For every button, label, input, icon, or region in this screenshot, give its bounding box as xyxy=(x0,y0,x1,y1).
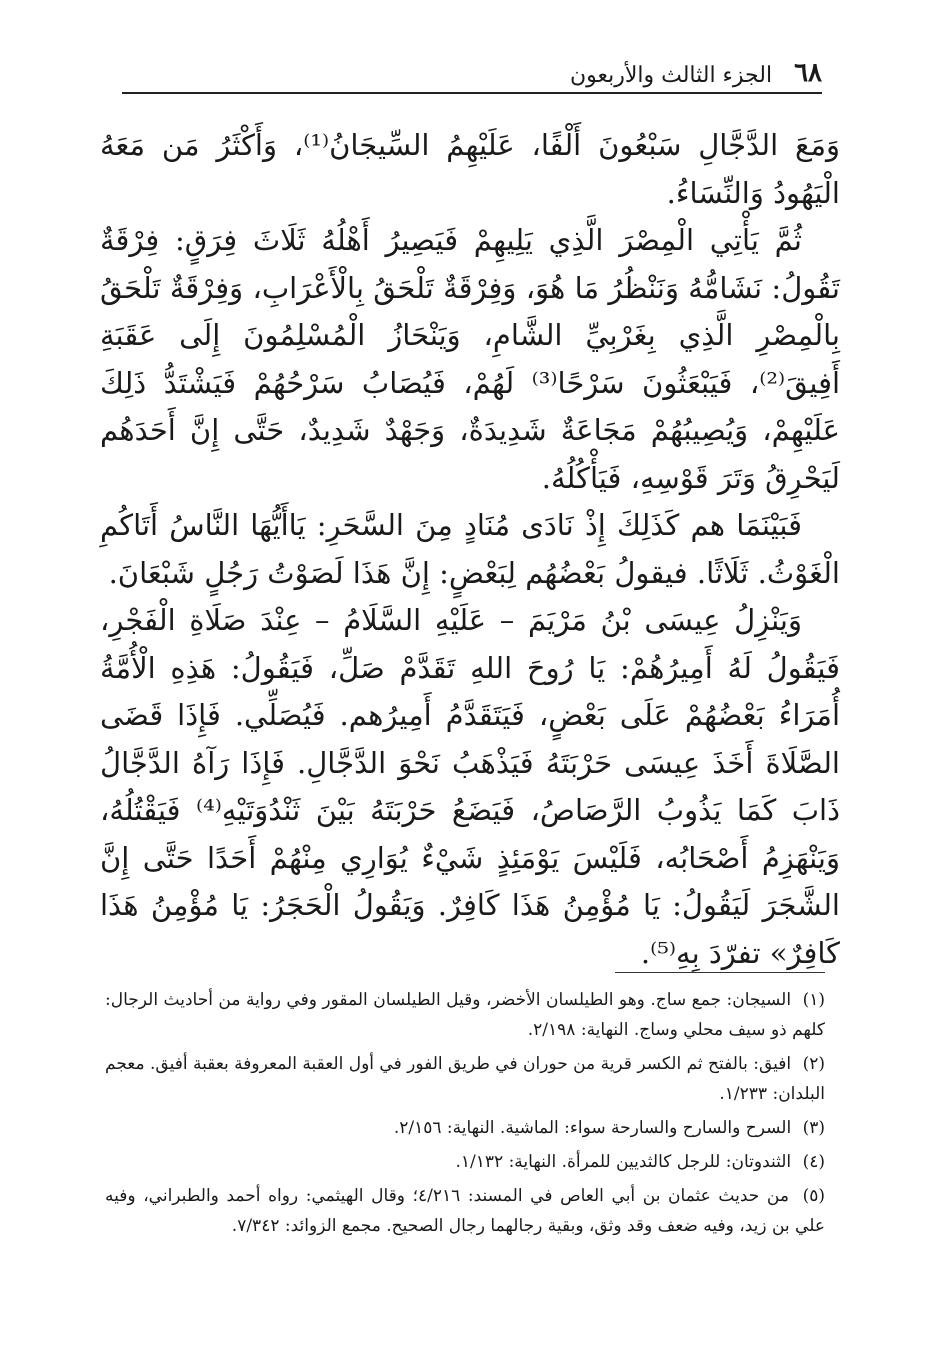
footnote-text: السرح والسارح والسارحة سواء: الماشية. النهاية: ٢/١٥٦. xyxy=(393,1118,792,1138)
footnote xyxy=(105,985,825,1045)
footnote-number: (٤) xyxy=(802,1152,825,1172)
footnote xyxy=(105,1049,825,1109)
footnotes xyxy=(105,985,825,1245)
running-header xyxy=(122,48,822,94)
part-title: الجزء الثالث والأربعون xyxy=(569,63,773,88)
paragraph: فَبَيْنَمَا هم كَذَلِكَ إِذْ نَادَى مُنَادٍ مِنَ السَّحَرِ: يَاأَيُّهَا النَّاسُ أَتَاكُمِ الْغَوْثُ. ثَلَاثًا. فيقولُ بَعْضُهُم لِبَعْضٍ: إِنَّ هَذَا لَصَوْتُ رَجُلٍ شَبْعَانَ. xyxy=(100,508,840,590)
footnote-number: (٢) xyxy=(802,1054,825,1074)
footnote xyxy=(105,1181,825,1241)
footnote-number: (٣) xyxy=(802,1118,825,1138)
page-number: ٦٨ xyxy=(794,58,822,88)
paragraph: وَيَنْزِلُ عِيسَى بْنُ مَرْيَمَ – عَلَيْهِ السَّلَامُ – عِنْدَ صَلَاةِ الْفَجْرِ، فَيَقُولُ لَهُ أَمِيرُهُمْ: يَا رُوحَ اللهِ تَقَدَّمْ صَلِّ، فَيَقُولُ: هَذِهِ الْأُمَّةُ أُمَرَاءُ بَعْضُهُمْ عَلَى بَعْضٍ، فَيَتَقَدَّمُ أَمِيرُهم. فَيُصَلِّي. فَإِذَا قَضَى الصَّلَاةَ أَخَذَ عِيسَى حَرْبَتَهُ فَيَذْهَبُ نَحْوَ الدَّجَّالِ. فَإِذَا رَآهُ الدَّجَّالُ ذَابَ كَمَا يَذُوبُ الرَّصَاصُ، فَيَضَعُ حَرْبَتَهُ بَيْنَ ثَنْدُوَتَيْهِ⁽⁴⁾ فَيَقْتُلُهُ، وَيَنْهَزِمُ أَصْحَابُه، فَلَيْسَ يَوْمَئِذٍ شَيْءٌ يُوَارِي مِنْهُمْ أَحَدًا حَتَّى إِنَّ الشَّجَرَ لَيَقُولُ: يَا مُؤْمِنُ هَذَا كَافِرٌ. وَيَقُولُ الْحَجَرُ: يَا مُؤْمِنُ هَذَا كَافِرٌ» تفرّدَ بِهِ⁽⁵⁾. xyxy=(100,603,841,970)
main-text xyxy=(100,122,840,977)
footnote-text: السيجان: جمع ساج. وهو الطيلسان الأخضر، وقيل الطيلسان المقور وفي رواية من أحاديث الرجال: كلهم ذو سيف محلي وساج. النهاية: ٢/١٩٨. xyxy=(105,990,825,1040)
paragraph: وَمَعَ الدَّجَّالِ سَبْعُونَ أَلْفًا، عَلَيْهِمُ السِّيجَانُ⁽¹⁾، وَأَكْثَرُ مَن مَعَهُ الْيَهُودُ وَالنِّسَاءُ. xyxy=(100,128,840,210)
footnote-text: الثندوتان: للرجل كالثديين للمرأة. النهاية: ١/١٣٢. xyxy=(455,1152,792,1172)
footnote-number: (١) xyxy=(802,990,826,1010)
paragraph: ثُمَّ يَأْتِي الْمِصْرَ الَّذِي يَلِيهِمْ فَيَصِيرُ أَهْلُهُ ثَلَاثَ فِرَقٍ: فِرْقَةٌ تَقُولُ: نَشَامُّهُ وَنَنْظُرُ مَا هُوَ، وَفِرْقَةٌ تَلْحَقُ بِالْأَعْرَابِ، وَفِرْقَةٌ تَلْحَقُ بِالْمِصْرِ الَّذِي بِغَرْبِيِّ الشَّامِ، وَيَنْحَازُ الْمُسْلِمُونَ إِلَى عَقَبَةِ أَفِيقَ⁽²⁾، فَيَبْعَثُونَ سَرْحًا⁽³⁾ لَهُمْ، فَيُصَابُ سَرْحُهُمْ فَيَشْتَدُّ ذَلِكَ عَلَيْهِمْ، وَيُصِيبُهُمْ مَجَاعَةٌ شَدِيدَةٌ، وَجَهْدٌ شَدِيدٌ، حَتَّى إِنَّ أَحَدَهُم لَيَحْرِقُ وَتَرَ قَوْسِهِ، فَيَأْكُلُهُ. xyxy=(100,223,840,495)
footnote-text: من حديث عثمان بن أبي العاص في المسند: ٤/٢١٦؛ وقال الهيثمي: رواه أحمد والطبراني، وفيه علي بن زيد، وفيه ضعف وقد وثق، وبقية رجالهما رجال الصحيح. مجمع الزوائد: ٧/٣٤٢. xyxy=(105,1186,825,1236)
footnote-divider xyxy=(615,972,825,973)
footnote-number: (٥) xyxy=(802,1186,825,1206)
footnote xyxy=(105,1113,825,1143)
footnote-text: افيق: بالفتح ثم الكسر قرية من حوران في طريق الفور في أول العقبة المعروفة بعقبة أفيق. معجم البلدان: ١/٢٣٣. xyxy=(105,1054,825,1104)
footnote xyxy=(105,1147,825,1177)
